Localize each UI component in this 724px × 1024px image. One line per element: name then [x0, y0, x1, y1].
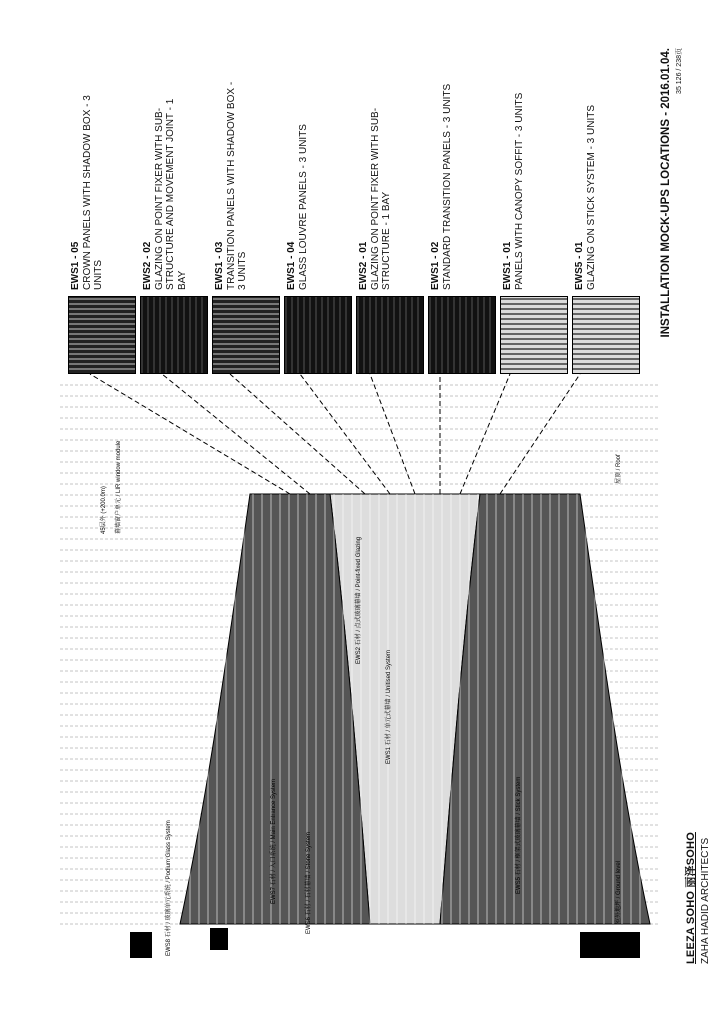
mockup-code: EWS2 - 02: [142, 241, 153, 290]
firm-name: ZAHA HADID ARCHITECTS: [700, 837, 711, 964]
tower-elevation: [60, 374, 660, 964]
mockup-item: [284, 74, 350, 374]
mockup-description: CROWN PANELS WITH SHADOW BOX - 3 UNITS: [81, 95, 104, 290]
mockup-photo: [572, 296, 640, 374]
mockup-item: [500, 74, 566, 374]
mockup-label: [430, 80, 453, 290]
ews1-label: EWS1 石材 / 单元式幕墙 / Unitised System: [386, 649, 392, 764]
mockup-description: PANELS WITH CANOPY SOFFIT - 3 UNITS: [513, 92, 525, 290]
mockup-label: [70, 80, 105, 290]
roof-level-label: 屋顶 / Roof: [616, 454, 622, 484]
sheet-title-block: [660, 48, 684, 337]
mockup-code: EWS1 - 01: [502, 241, 513, 290]
ground-level-label: 室外地坪 / Ground level: [616, 860, 622, 924]
mockup-leaders: [90, 374, 580, 494]
mockup-label: [286, 80, 309, 290]
mockup-photo: [284, 296, 352, 374]
podium: [130, 928, 640, 958]
mockup-label: [502, 80, 525, 290]
mockup-code: EWS1 - 04: [286, 241, 297, 290]
mockup-label: [574, 80, 597, 290]
mockup-description: STANDARD TRANSITION PANELS - 3 UNITS: [441, 83, 453, 290]
ews7-label: EWS7 石材 / 入口系统 / Main Entrance System: [271, 778, 277, 904]
sheet-title: INSTALLATION MOCK-UPS LOCATIONS - 2016.01.04.: [660, 48, 672, 338]
mockup-label: [142, 80, 188, 290]
ews2-label: EWS2 石材 / 点式玻璃幕墙 / Point-fixed Glazing: [356, 536, 362, 664]
mockup-photo: [140, 296, 208, 374]
mockup-label: [214, 80, 249, 290]
ews8-label: EWS8 石材 / 玻璃单元系统 / Podium Glass System: [166, 820, 172, 956]
mockup-label: [358, 80, 393, 290]
elevation-drawing: [60, 374, 660, 964]
mockup-item: [68, 74, 134, 374]
project-name: LEEZA SOHO 丽泽SOHO: [685, 832, 697, 964]
mockup-code: EWS5 - 01: [574, 241, 585, 290]
mockup-photo: [500, 296, 568, 374]
mockup-item: [212, 74, 278, 374]
mockup-description: GLAZING ON POINT FIXER WITH SUB-STRUCTURE AND MOVEMENT JOINT - 1 BAY: [153, 98, 188, 290]
mockup-code: EWS1 - 03: [214, 241, 225, 290]
mockup-description: GLASS LOUVRE PANELS - 3 UNITS: [297, 124, 309, 290]
page-number: 35 126 / 238页: [676, 48, 683, 94]
mockup-code: EWS1 - 02: [430, 241, 441, 290]
mockup-list: [68, 74, 658, 374]
mockup-photo: [68, 296, 136, 374]
mockup-photo: [212, 296, 280, 374]
mockup-description: TRANSITION PANELS WITH SHADOW BOX - 3 UNITS: [225, 81, 248, 290]
top-level-label: 45层外 (+200.0m): [101, 486, 107, 534]
ews5-label: EWS5 石材 / 框架式玻璃幕墙 / Stick System: [516, 776, 522, 894]
mockup-item: [428, 74, 494, 374]
mockup-code: EWS2 - 01: [358, 241, 369, 290]
mockup-item: [356, 74, 422, 374]
mockup-item: [140, 74, 206, 374]
mockup-description: GLAZING ON POINT FIXER WITH SUB-STRUCTURE - 1 BAY: [369, 107, 392, 290]
ews6-label: EWS6 石材 / 石材幕墙 / Stone System: [306, 831, 312, 934]
mockup-photo: [428, 296, 496, 374]
mockup-description: GLAZING ON STICK SYSTEM - 3 UNITS: [585, 104, 597, 290]
window-module-label: 幕墙窗户单元 / LIR window module: [116, 440, 122, 534]
project-block: [682, 704, 711, 964]
mockup-item: [572, 74, 638, 374]
mockup-code: EWS1 - 05: [70, 241, 81, 290]
mockup-photo: [356, 296, 424, 374]
